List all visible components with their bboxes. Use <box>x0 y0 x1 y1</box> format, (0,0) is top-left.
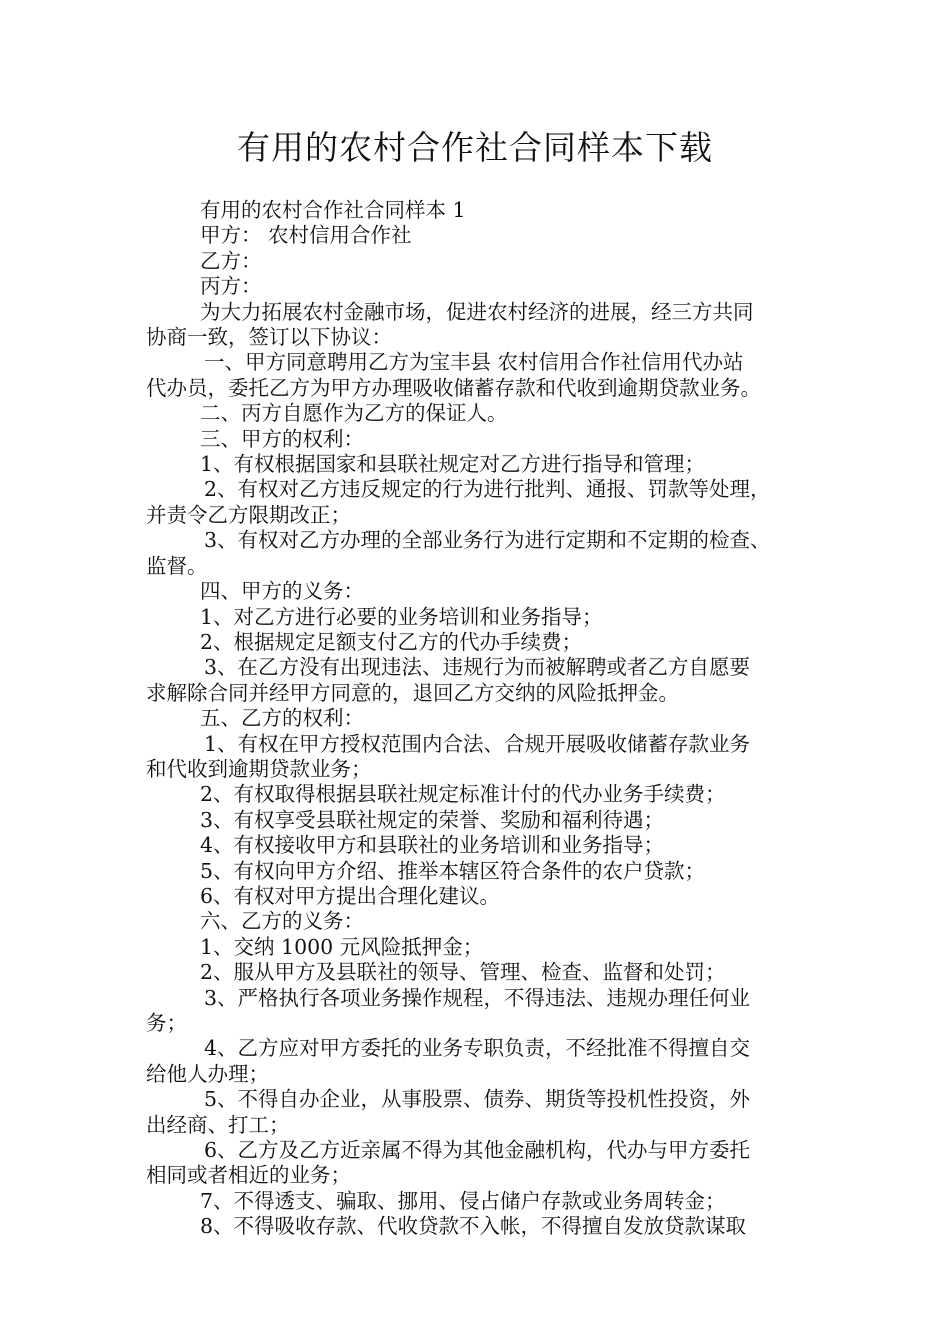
paragraph-line: 协商一致，签订以下协议： <box>146 325 392 350</box>
paragraph-line: 乙方： <box>200 248 262 273</box>
document-title: 有用的农村合作社合同样本下载 <box>237 128 713 167</box>
paragraph-line: 4、乙方应对甲方委托的业务专职负责，不经批准不得擅自交 <box>204 1036 751 1061</box>
paragraph-line: 出经商、打工； <box>146 1112 290 1137</box>
paragraph-line: 5、不得自办企业，从事股票、债券、期货等投机性投资，外 <box>204 1087 751 1112</box>
paragraph-line: 2、有权取得根据县联社规定标准计付的代办业务手续费； <box>200 782 726 807</box>
paragraph-line: 3、严格执行各项业务操作规程，不得违法、违规办理任何业 <box>204 985 751 1010</box>
paragraph-line: 务； <box>146 1011 187 1035</box>
paragraph-line: 并责令乙方限期改正； <box>146 502 351 527</box>
paragraph-line: 1、对乙方进行必要的业务培训和业务指导； <box>200 604 603 629</box>
paragraph-line: 相同或者相近的业务； <box>146 1163 351 1188</box>
paragraph-line: 5、有权向甲方介绍、推举本辖区符合条件的农户贷款； <box>200 858 706 883</box>
paragraph-line: 甲方： 农村信用合作社 <box>200 223 412 248</box>
paragraph-line: 2、根据规定足额支付乙方的代办手续费； <box>200 629 583 654</box>
paragraph-line: 为大力拓展农村金融市场，促进农村经济的进展，经三方共同 <box>200 299 754 324</box>
paragraph-line: 三、甲方的权利： <box>200 426 364 451</box>
paragraph-line: 求解除合同并经甲方同意的，退回乙方交纳的风险抵押金。 <box>146 680 679 705</box>
paragraph-line: 给他人办理； <box>146 1061 269 1086</box>
paragraph-line: 1、交纳 1000 元风险抵押金； <box>200 934 484 959</box>
paragraph-line: 四、甲方的义务： <box>200 579 364 604</box>
paragraph-line: 监督。 <box>146 553 208 578</box>
document-body <box>146 198 814 1240</box>
paragraph-line: 五、乙方的权利： <box>200 706 364 731</box>
paragraph-line: 6、乙方及乙方近亲属不得为其他金融机构，代办与甲方委托 <box>204 1138 751 1163</box>
paragraph-line: 3、有权享受县联社规定的荣誉、奖励和福利待遇； <box>200 807 665 832</box>
paragraph-line: 1、有权根据国家和县联社规定对乙方进行指导和管理； <box>200 452 706 477</box>
paragraph-line: 6、有权对甲方提出合理化建议。 <box>200 883 501 908</box>
paragraph-line: 8、不得吸收存款、代收贷款不入帐，不得擅自发放贷款谋取 <box>200 1214 747 1239</box>
paragraph-line: 2、有权对乙方违反规定的行为进行批判、通报、罚款等处理， <box>204 477 771 502</box>
paragraph-line: 7、不得透支、骗取、挪用、侵占储户存款或业务周转金； <box>200 1188 726 1213</box>
paragraph-line: 一、甲方同意聘用乙方为宝丰县 农村信用合作社信用代办站 <box>204 350 744 375</box>
paragraph-line: 3、有权对乙方办理的全部业务行为进行定期和不定期的检查、 <box>204 528 771 553</box>
paragraph-line: 2、服从甲方及县联社的领导、管理、检查、监督和处罚； <box>200 960 726 985</box>
paragraph-line: 有用的农村合作社合同样本 1 <box>200 198 466 222</box>
paragraph-line: 3、在乙方没有出现违法、违规行为而被解聘或者乙方自愿要 <box>204 655 751 680</box>
paragraph-line: 丙方： <box>200 274 262 299</box>
paragraph-line: 六、乙方的义务： <box>200 909 364 934</box>
paragraph-line: 4、有权接收甲方和县联社的业务培训和业务指导； <box>200 833 665 858</box>
paragraph-line: 1、有权在甲方授权范围内合法、合规开展吸收储蓄存款业务 <box>204 731 751 756</box>
paragraph-line: 和代收到逾期贷款业务； <box>146 756 372 781</box>
paragraph-line: 代办员，委托乙方为甲方办理吸收储蓄存款和代收到逾期贷款业务。 <box>146 375 761 400</box>
paragraph-line: 二、丙方自愿作为乙方的保证人。 <box>200 401 508 426</box>
